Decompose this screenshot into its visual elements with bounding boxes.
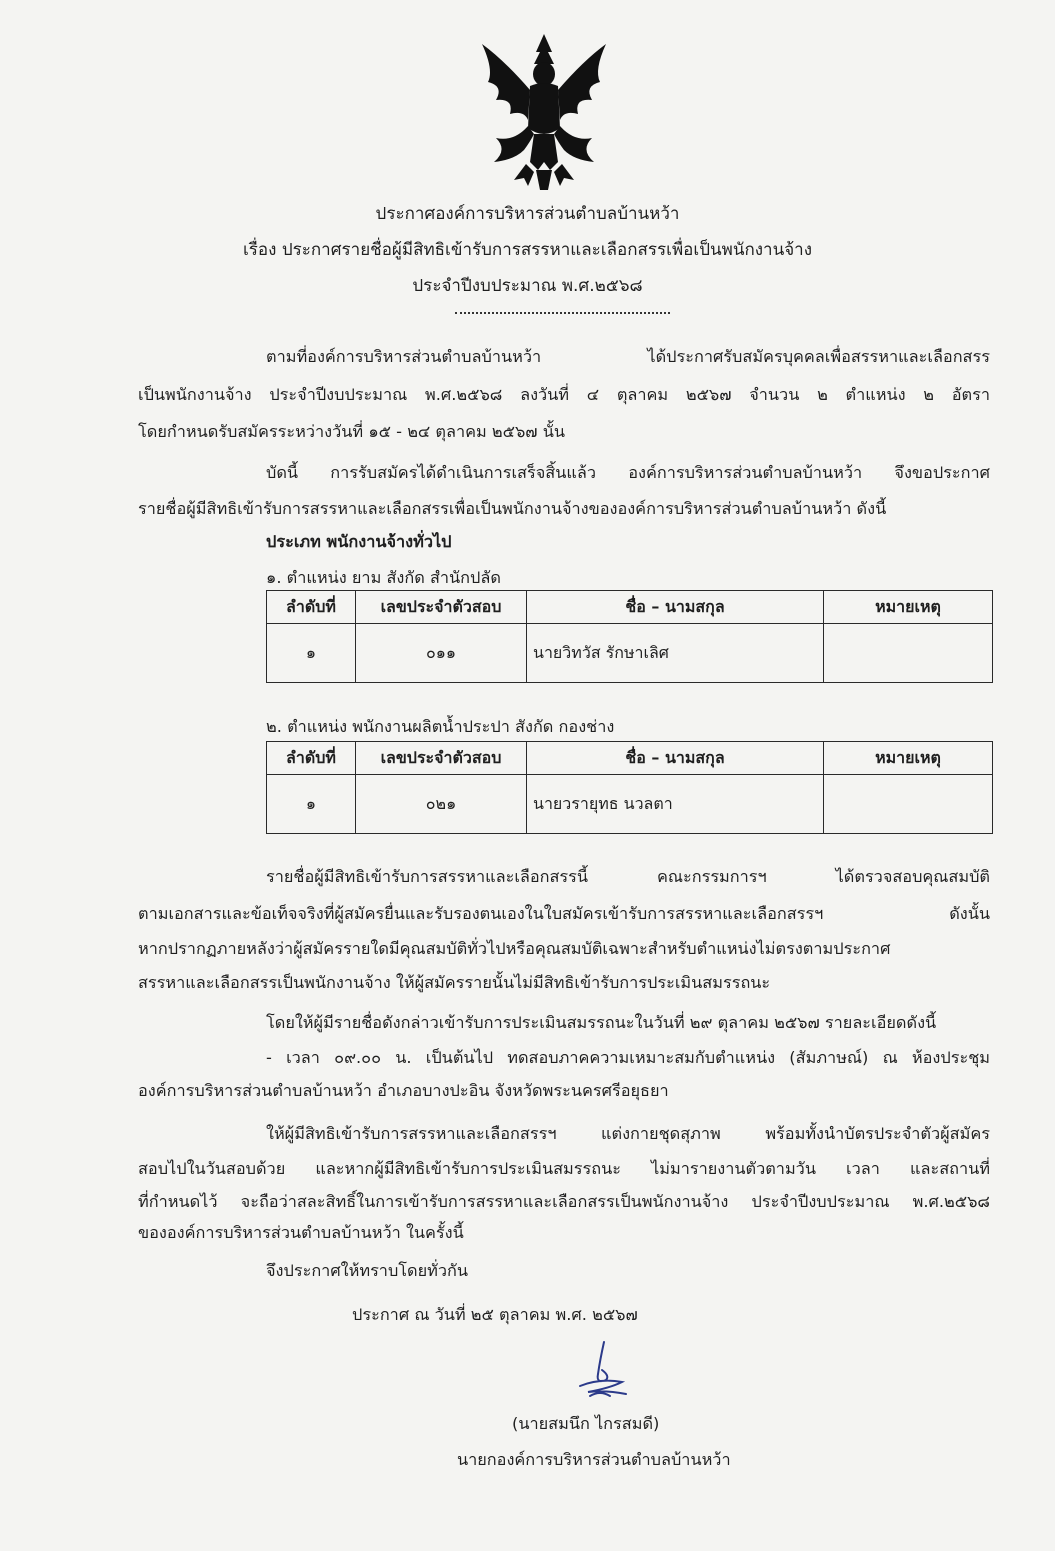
paragraph-line: สรรหาและเลือกสรรเป็นพนักงานจ้าง ให้ผู้สมัครรายนั้นไม่มีสิทธิเข้ารับการประเมินสมรรถนะ [138, 973, 771, 992]
paragraph-line: หากปรากฏภายหลังว่าผู้สมัครรายใดมีคุณสมบัติทั่วไปหรือคุณสมบัติเฉพาะสำหรับตำแหน่งไม่ตรงตามประกาศ [138, 939, 891, 958]
col-header-note: หมายเหตุ [824, 591, 993, 624]
garuda-emblem-icon [474, 30, 614, 192]
cell-exam-id: ๐๑๑ [356, 624, 527, 683]
paragraph-line: ตามเอกสารและข้อเท็จจริงที่ผู้สมัครยื่นและรับรองตนเองในใบสมัครเข้ารับการสรรหาและเลือกสรรฯ ดังนั้น [138, 904, 990, 923]
cell-name: นายวิทวัส รักษาเลิศ [527, 624, 824, 683]
col-header-exam-id: เลขประจำตัวสอบ [356, 591, 527, 624]
paragraph-line: ให้ผู้มีสิทธิเข้ารับการสรรหาและเลือกสรรฯ แต่งกายชุดสุภาพ พร้อมทั้งนำบัตรประจำตัวผู้สมัคร [266, 1124, 990, 1143]
paragraph-line: รายชื่อผู้มีสิทธิเข้ารับการสรรหาและเลือกสรรเพื่อเป็นพนักงานจ้างขององค์การบริหารส่วนตำบลบ้านหว้า ดังนี้ [138, 499, 887, 518]
col-header-name: ชื่อ – นามสกุล [527, 742, 824, 775]
cell-note [824, 624, 993, 683]
candidate-table [266, 590, 993, 683]
col-header-note: หมายเหตุ [824, 742, 993, 775]
position-heading: ๑. ตำแหน่ง ยาม สังกัด สำนักปลัด [266, 568, 501, 587]
candidate-table [266, 741, 993, 834]
doc-fiscal-year: ประจำปีงบประมาณ พ.ศ.๒๕๖๘ [412, 276, 643, 296]
cell-order: ๑ [267, 624, 356, 683]
table-row [267, 624, 993, 683]
paragraph-line: รายชื่อผู้มีสิทธิเข้ารับการสรรหาและเลือกสรรนี้ คณะกรรมการฯ ได้ตรวจสอบคุณสมบัติ [266, 867, 990, 886]
paragraph-line: องค์การบริหารส่วนตำบลบ้านหว้า อำเภอบางปะอิน จังหวัดพระนครศรีอยุธยา [138, 1081, 669, 1100]
paragraph-line: สอบไปในวันสอบด้วย และหากผู้มีสิทธิเข้ารับการประเมินสมรรถนะ ไม่มารายงานตัวตามวัน เวลา และสถานที่ [138, 1159, 990, 1178]
col-header-order: ลำดับที่ [267, 591, 356, 624]
paragraph-line: ที่กำหนดไว้ จะถือว่าสละสิทธิ์ในการเข้ารับการสรรหาและเลือกสรรเป็นพนักงานจ้าง ประจำปีงบประมาณ พ.ศ.๒๕๖๘ [138, 1192, 990, 1211]
title-divider [455, 312, 670, 314]
doc-title: ประกาศองค์การบริหารส่วนตำบลบ้านหว้า [375, 204, 680, 224]
paragraph-line: - เวลา ๐๙.๐๐ น. เป็นต้นไป ทดสอบภาคความเหมาะสมกับตำแหน่ง (สัมภาษณ์) ณ ห้องประชุม [266, 1048, 990, 1067]
position-heading: ๒. ตำแหน่ง พนักงานผลิตน้ำประปา สังกัด กองช่าง [266, 717, 615, 736]
paragraph-line: เป็นพนักงานจ้าง ประจำปีงบประมาณ พ.ศ.๒๕๖๘ ลงวันที่ ๔ ตุลาคม ๒๕๖๗ จำนวน ๒ ตำแหน่ง ๒ อัตรา [138, 385, 990, 404]
col-header-exam-id: เลขประจำตัวสอบ [356, 742, 527, 775]
paragraph-line: โดยกำหนดรับสมัครระหว่างวันที่ ๑๕ - ๒๔ ตุลาคม ๒๕๖๗ นั้น [138, 422, 565, 441]
paragraph-line: ขององค์การบริหารส่วนตำบลบ้านหว้า ในครั้งนี้ [138, 1223, 464, 1242]
doc-subject: เรื่อง ประกาศรายชื่อผู้มีสิทธิเข้ารับการสรรหาและเลือกสรรเพื่อเป็นพนักงานจ้าง [242, 240, 813, 260]
cell-note [824, 775, 993, 834]
category-heading: ประเภท พนักงานจ้างทั่วไป [266, 532, 452, 551]
col-header-name: ชื่อ – นามสกุล [527, 591, 824, 624]
col-header-order: ลำดับที่ [267, 742, 356, 775]
paragraph-line: ตามที่องค์การบริหารส่วนตำบลบ้านหว้า ได้ประกาศรับสมัครบุคคลเพื่อสรรหาและเลือกสรร [266, 347, 990, 366]
cell-order: ๑ [267, 775, 356, 834]
closing-text: จึงประกาศให้ทราบโดยทั่วกัน [266, 1261, 469, 1280]
cell-exam-id: ๐๒๑ [356, 775, 527, 834]
table-row [267, 775, 993, 834]
signer-name: (นายสมนึก ไกรสมดี) [512, 1414, 660, 1433]
paragraph-line: โดยให้ผู้มีรายชื่อดังกล่าวเข้ารับการประเมินสมรรถนะในวันที่ ๒๙ ตุลาคม ๒๕๖๗ รายละเอียดดังนี้ [266, 1013, 937, 1032]
announce-date: ประกาศ ณ วันที่ ๒๕ ตุลาคม พ.ศ. ๒๕๖๗ [352, 1305, 638, 1324]
cell-name: นายวรายุทธ นวลตา [527, 775, 824, 834]
signer-title: นายกองค์การบริหารส่วนตำบลบ้านหว้า [457, 1450, 731, 1469]
paragraph-line: บัดนี้ การรับสมัครได้ดำเนินการเสร็จสิ้นแล้ว องค์การบริหารส่วนตำบลบ้านหว้า จึงขอประกาศ [266, 463, 990, 482]
signature-icon [560, 1340, 640, 1400]
